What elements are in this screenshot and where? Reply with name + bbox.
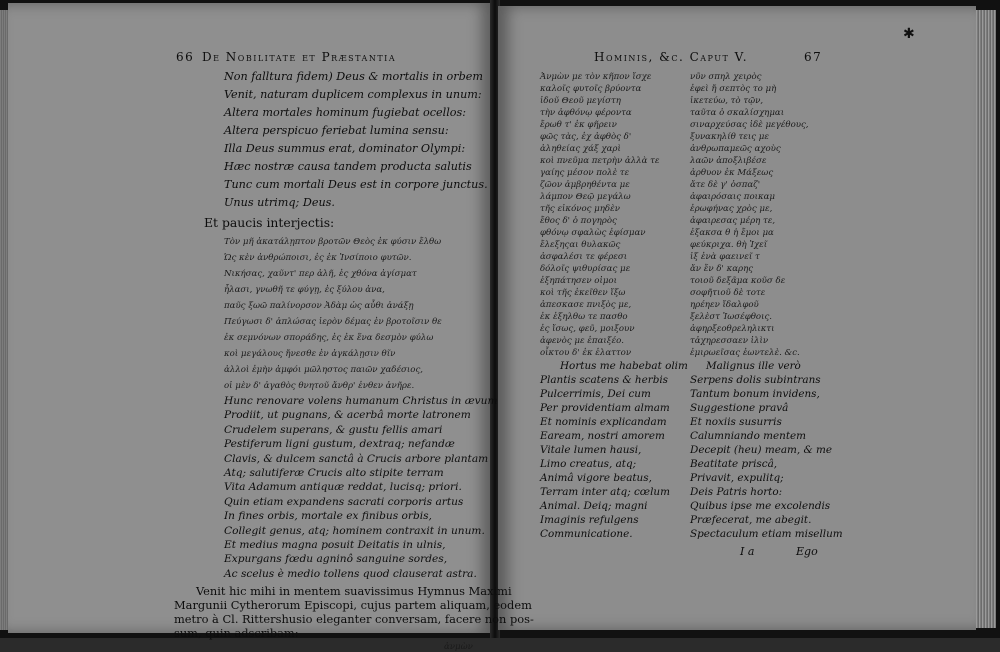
- greek-line: ἐξηπάτησεν οἰμοι: [540, 276, 617, 286]
- verse-line: Eaream, nostri amorem: [540, 430, 665, 442]
- verse-line: Expurgans fœdu agninô sanguine sordes,: [224, 553, 448, 566]
- verse-line: Quibus ipse me excolendis: [690, 500, 831, 512]
- prose-line: Et paucis interjectis:: [204, 215, 335, 230]
- verse-line: Collegit genus, atq; hominem contraxit in unum.: [224, 524, 485, 537]
- greek-line: ἀφαιρεσας μέρη τε,: [690, 216, 776, 226]
- verse-line: Terram inter atq; cœlum: [540, 486, 670, 498]
- greek-line: ξελὲστ Ἰωσέφθοις.: [690, 312, 772, 322]
- greek-line: ἀλλοὶ ἐμὴν ἀμφόι μῶληστος παιῶν χαδέσιος,: [224, 365, 424, 375]
- verse-line: Et nominis explicandam: [540, 416, 667, 428]
- greek-line: ἀφαιρόσαις ποικαμ: [690, 192, 776, 202]
- verse-line: Spectaculum etiam misellum: [690, 528, 843, 540]
- greek-line: ἄν ἔν δ' καρης: [690, 264, 754, 274]
- verse-line: Quin etiam expandens sacrati corporis artus: [224, 495, 464, 508]
- greek-line: σιναρχεύσας ἰδὲ μεγέθους,: [690, 120, 809, 130]
- verse-line: Serpens dolis subintrans: [690, 374, 821, 386]
- verse-line: Animal. Deiq; magni: [540, 500, 648, 512]
- greek-line: τοιοῦ δεξᾶμα κοῦσ δε: [690, 276, 786, 286]
- verse-line: Suggestione pravâ: [690, 402, 789, 414]
- verse-line: Tunc cum mortali Deus est in corpore junctus.: [224, 178, 488, 191]
- greek-line: Ἀνμὼν με τὸν κῆπον ἴσχε: [540, 72, 652, 82]
- greek-line: ἀσφαλέσι τε φέρεσι: [540, 252, 628, 262]
- verse-line: Non falltura fidem) Deus & mortalis in orbem: [224, 70, 484, 83]
- greek-line: Τὸν μῆ ἀκατάλῃπτον βροτῶν Θεὸς ἐκ φύσιν ἔλθω: [224, 237, 442, 247]
- greek-line: ἀνθρωπαμεῶς αχοὺς: [690, 144, 781, 154]
- verse-line: Præfecerat, me abegit.: [690, 514, 812, 526]
- verse-line: Tantum bonum invidens,: [690, 388, 820, 400]
- greek-line: φθόνῳ σφαλὼς ἐφίσμαν: [540, 228, 646, 238]
- greek-line: νῦν σπηλ χειρὸς: [690, 72, 762, 82]
- greek-line: ἰξ ἐνὰ φαεινεῖ τ: [690, 252, 760, 262]
- verse-line: Per providentiam almam: [540, 402, 670, 414]
- verse-line: Hæc nostræ causa tandem producta salutis: [224, 160, 472, 173]
- verse-line: Unus utrimq; Deus.: [224, 196, 335, 209]
- greek-line: Ὡς κὲν ἀνθρώποισι, ἐς ἐκ Ἰνσίποιο φυτῶν.: [224, 253, 412, 263]
- verse-line: Prodiit, ut pugnans, & acerbâ morte latronem: [224, 409, 471, 422]
- greek-line: Νικήσας, χαῦντ' περ ἀλῆ, ἐς χθόνα ἀγίσματ: [224, 269, 417, 279]
- verse-line: Pulcerrimis, Dei cum: [540, 388, 651, 400]
- greek-line: τὴν ἀφθόνῳ φέροντα: [540, 108, 632, 118]
- prose-line: Margunii Cytherorum Episcopi, cujus partem aliquam, eodem: [174, 598, 532, 613]
- verse-line: Deis Patris horto:: [690, 486, 783, 498]
- verse-line: Privavit, expulitq;: [690, 472, 784, 484]
- greek-line: τἀχηρεσσαεν ἰλὶν: [690, 336, 769, 346]
- right-running-head: Hominis, &c. Caput V.: [594, 50, 749, 64]
- greek-line: ἐμιρωεῖσας ἐωντελὲ. &c.: [690, 348, 800, 358]
- verse-line: Hunc renovare volens humanum Christus in ævum: [224, 395, 498, 407]
- greek-line: γαίης μέσον πολὲ τε: [540, 168, 630, 178]
- greek-line: ἐρωφήνας χρὸς με,: [690, 204, 773, 214]
- verse-line: Communicatione.: [540, 528, 633, 540]
- greek-line: λαῶν ἀποξλιβέσε: [690, 156, 767, 166]
- greek-line: ἀφενὸς με ἐπαιξέο.: [540, 336, 624, 346]
- greek-line: ἔθος δ' ὁ πογηρὸς: [540, 216, 617, 226]
- greek-line: ηρέηεν ἴδαλφοῦ: [690, 300, 759, 310]
- greek-line: ἰδοῦ Θεοῦ μεγίστη: [540, 96, 621, 106]
- greek-line: οἶκτου δ' ἐκ ἑλαττον: [540, 348, 632, 358]
- greek-line: ἔρωθ τ' ἐκ φῆρειν: [540, 120, 617, 130]
- verse-line: In fines orbis, mortale ex finibus orbis,: [224, 510, 432, 523]
- verse-line: Beatitate priscâ,: [690, 458, 778, 470]
- page-edges-right: [976, 10, 996, 628]
- greek-line: τῆς εἰκόνος μηδὲν: [540, 204, 620, 214]
- catchword: Ego: [796, 545, 818, 558]
- verse-line: Imaginis refulgens: [540, 514, 639, 526]
- greek-line: οἱ μὲν δ' ἀγαθὸς θνητοῦ ἄνθρ' ἐνθεν ἀνῆρε.: [224, 381, 415, 391]
- greek-line: σοφῆτιοῦ δὲ τοτε: [690, 288, 766, 298]
- verse-line: Animâ vigore beatus,: [540, 472, 652, 484]
- greek-line: ἐκ ἑξηλθω τε πασθο: [540, 312, 628, 322]
- verse-line: Et noxiis susurris: [690, 416, 782, 428]
- verse-line: Hortus me habebat olim: [560, 360, 688, 372]
- greek-line: κοὶ μεγάλους ἤνεσθε ἐν ἀγκάλῃσιν θῖν: [224, 349, 396, 359]
- greek-line: ξυνακηλίθ τεις με: [690, 132, 769, 142]
- greek-line: Πεύγωσι δ' ἀπλώσας ἱερὸν δέμας ἐν βροτοῖσιν θε: [224, 317, 442, 327]
- greek-line: ἄτε δὲ γ' ὁσπαζ': [690, 180, 761, 190]
- greek-line: λάμπον Θεῷ μεγάλω: [540, 192, 631, 202]
- greek-line: ἔλεξηςαι θυλακῶς: [540, 240, 621, 250]
- verse-line: Limo creatus, atq;: [540, 458, 637, 470]
- verse-line: Et medius magna posuit Deitatis in ulnis,: [224, 539, 446, 551]
- verse-line: Decepit (heu) meam, & me: [690, 444, 833, 456]
- verse-line: Malignus ille verò: [706, 360, 801, 372]
- greek-line: ζῶον ἀμβρηθέντα με: [540, 180, 630, 190]
- verse-line: Vita Adamum antiquæ reddat, lucisq; priori.: [224, 481, 462, 494]
- greek-line: ἀπεσκασε πνιξὸς με,: [540, 300, 632, 310]
- verse-line: Vitale lumen hausi,: [540, 444, 642, 456]
- verse-line: Crudelem superans, & gustu fellis amari: [224, 423, 443, 436]
- greek-line: ἐξακσα θ ἡ ἔμοι μα: [690, 228, 774, 238]
- right-page-number: 67: [804, 50, 823, 64]
- greek-line: παῦς ξωῶ παλίνορσον Ἀδὰμ ὡς αὖθι ἀνάξῃ: [224, 301, 414, 311]
- verse-line: Calumniando mentem: [690, 430, 806, 442]
- greek-line: ἰκετεύω, τὸ τῷν,: [690, 96, 764, 106]
- left-page-number: 66: [176, 50, 195, 64]
- greek-line: δόλοῖς ψιθυρίσας με: [540, 264, 631, 274]
- greek-line: φεύκριχα. θὴ Ἰχεῖ: [690, 240, 768, 250]
- greek-line: ἐς ἴσως, φεῦ, μοιξουν: [540, 324, 635, 334]
- greek-line: φῶς τὰς, ἐχ ἀφθὸς δ': [540, 132, 632, 142]
- verse-line: Pestiferum ligni gustum, dextraq; nefandæ: [224, 438, 455, 451]
- verse-line: Plantis scatens & herbis: [540, 374, 669, 386]
- signature-mark: I a: [740, 545, 755, 558]
- prose-line: Venit hic mihi in mentem suavissimus Hymnus Maximi: [196, 584, 512, 599]
- prose-line: sum, quin adscribam:: [174, 626, 299, 641]
- greek-line: ἦλασι, γνωθῆ τε φύγῃ, ἐς ξύλου ἀνα,: [224, 285, 385, 295]
- verse-line: Ac scelus è medio tollens quod clauserat astra.: [224, 567, 477, 580]
- verse-line: Altera perspicuo feriebat lumina sensu:: [224, 124, 449, 137]
- greek-line: ἀρθυον ἐκ Μάξεως: [690, 168, 774, 178]
- left-running-head: De Nobilitate et Præstantia: [202, 50, 397, 64]
- greek-line: ἀφηρξεοθρεληλικτι: [690, 324, 775, 334]
- greek-line: ἐφεὶ ἤ σεπτὸς το μὴ: [690, 84, 777, 94]
- ink-blot-mark: ✱: [903, 26, 915, 42]
- verse-line: Altera mortales hominum fugiebat ocellos:: [224, 106, 467, 119]
- verse-line: Venit, naturam duplicem complexus in unum:: [224, 88, 482, 101]
- greek-line: κοὶ τῆς ἐκεῖθεν ἴξω: [540, 288, 626, 298]
- verse-line: Atq; salutiferæ Crucis alto stipite terram: [224, 467, 444, 479]
- greek-line: ταῦτα ὁ σκαλίσχημαι: [690, 108, 785, 118]
- greek-line: ἐκ σεμνόνων σποράδης, ἐς ἐκ ἕνα δεσμὸν φύλω: [224, 333, 434, 343]
- prose-line: metro à Cl. Rittershusio eleganter conversam, facere non pos-: [174, 612, 534, 627]
- verse-line: Clavis, & dulcem sanctâ à Crucis arbore plantam: [224, 452, 489, 465]
- greek-line: κοὶ πνεῦμα πετρὴν ἀλλὰ τε: [540, 156, 660, 166]
- catchword: ἀνμὼν: [444, 642, 473, 652]
- page-edges-left: [0, 10, 8, 630]
- greek-line: ἀληθείας χάξ χαρὶ: [540, 144, 621, 154]
- verse-line: Illa Deus summus erat, dominator Olympi:: [224, 142, 466, 155]
- greek-line: καλοῖς φυτοῖς βρύοντα: [540, 84, 642, 94]
